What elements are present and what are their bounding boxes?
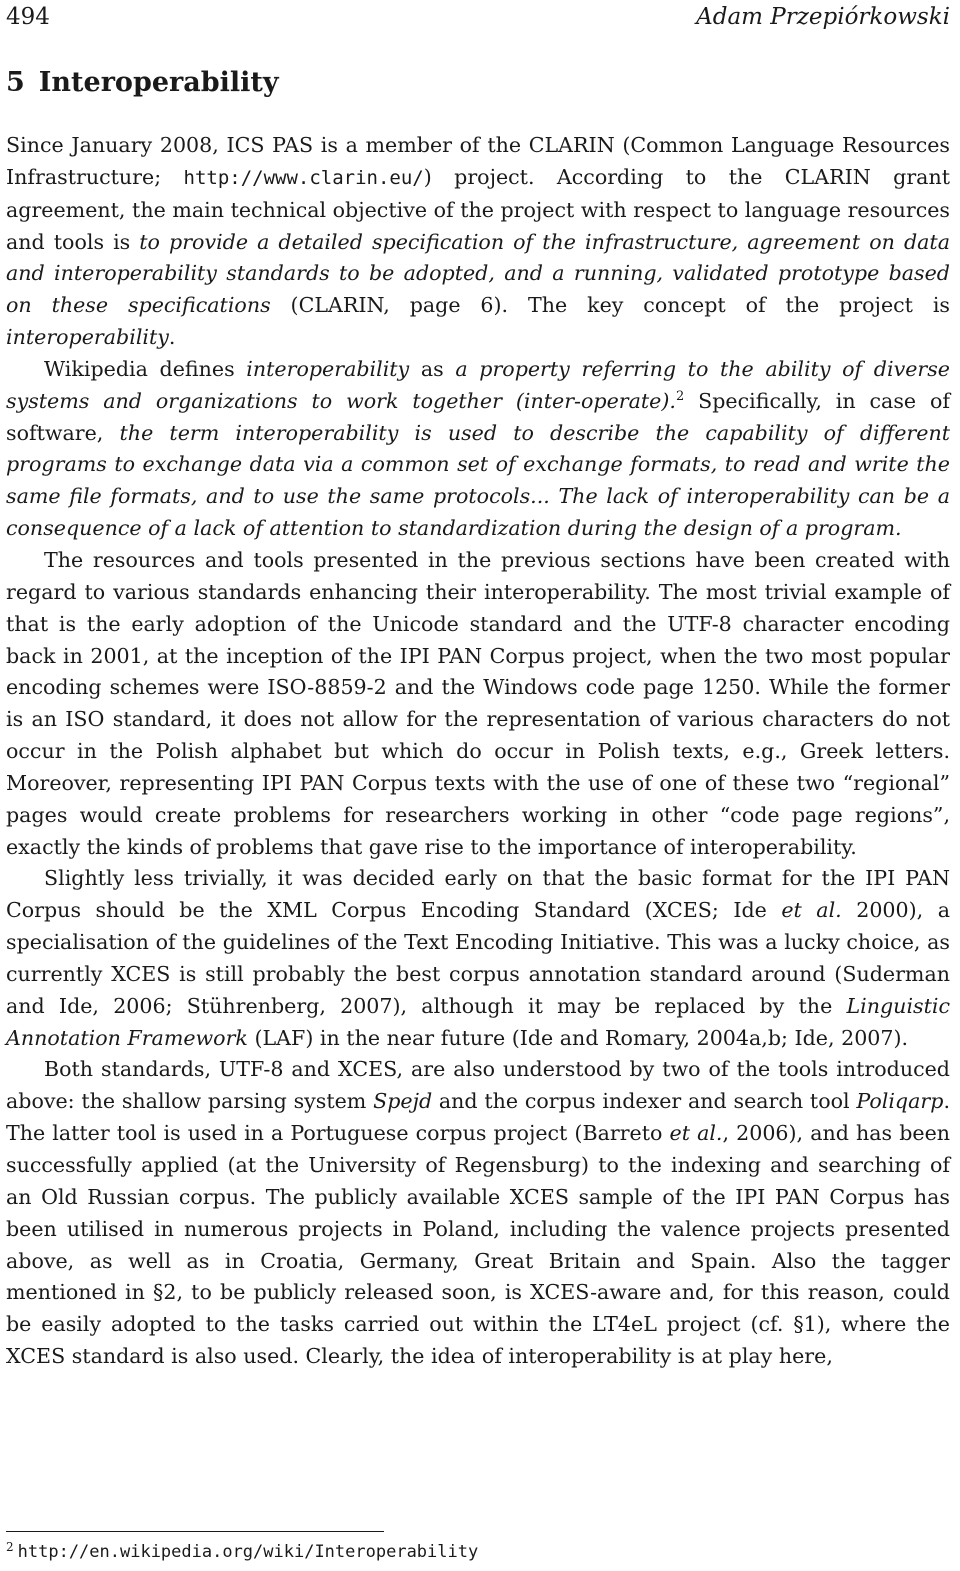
text-run: . The latter tool is used in a Portuguese corpus project (Barreto [6, 1089, 950, 1146]
footnote-mark: 2 [675, 388, 685, 404]
page [6, 0, 950, 1373]
text-run: and the corpus indexer and search tool [432, 1089, 857, 1114]
clarin-quote: to provide a detailed specification of the infrastructure, agreement on data and interoperability standards to be adopted, and a running, validated prototype based on these specifications [6, 229, 950, 318]
section-number: 5 [6, 67, 25, 98]
text-run: Both standards, UTF-8 and XCES, are also understood by two of the tools introduced above: the shallow parsing system [6, 1057, 950, 1114]
page-number: 494 [6, 4, 50, 30]
paragraph-5 [6, 1054, 950, 1372]
section-title: Interoperability [38, 67, 279, 98]
tool-spejd: Spejd [373, 1089, 433, 1114]
text-run: (LAF) in the near future (Ide and Romary, 2004a,b; Ide, 2007). [247, 1025, 909, 1050]
text-run: Wikipedia defines [44, 356, 247, 381]
et-al: et al. [781, 898, 842, 923]
footnote [6, 1540, 478, 1564]
et-al: et al. [669, 1121, 723, 1146]
section-heading [6, 66, 950, 100]
text-run: as [409, 356, 456, 381]
footnote-url: http://en.wikipedia.org/wiki/Interoperability [17, 1542, 479, 1562]
footnote-rule [6, 1531, 384, 1532]
text-run: ) project. According to the CLARIN grant agreement, the main technical objective of the project with respect to language resources and tools is [6, 164, 950, 254]
wikipedia-definition: a property referring to the ability of diverse systems and organizations to work together (inter-operate). [6, 356, 950, 413]
text-run: (CLARIN, page 6). The key concept of the project is [270, 293, 950, 318]
text-run: Slightly less trivially, it was decided early on that the basic format for the IPI PAN Corpus should be the XML Corpus Encoding Standard (XCES; Ide [6, 866, 950, 923]
tool-poliqarp: Poliqarp [856, 1089, 944, 1114]
running-author: Adam Przepiórkowski [696, 4, 950, 30]
text-run: Since January 2008, ICS PAS is a member of the CLARIN (Common Language Resources Infrastructure; [6, 133, 950, 189]
paragraph-3: The resources and tools presented in the previous sections have been created with regard to various standards enhancing their interoperability. The most trivial example of that is the early adoption of the Unicode standard and the UTF-8 character encoding back in 2001, at the inception of the IPI PAN Corpus project, when the two most popular encoding schemes were ISO-8859-2 and the Windows code page 1250. While the former is an ISO standard, it does not allow for the representation of various characters do not occur in the Polish alphabet but which do occur in Polish texts, e.g., Greek letters. Moreover, representing IPI PAN Corpus texts with the use of one of these two “regional” pages would create problems for researchers working in other “code page regions”, exactly the kinds of problems that gave rise to the importance of interoperability. [6, 547, 950, 859]
wikipedia-quote: the term interoperability is used to describe the capability of different programs to exchange data via a common set of exchange formats, to read and write the same file formats, and to use the same protocols... The lack of interoperability can be a consequence of a lack of attention to standardization during the design of a program. [6, 420, 950, 541]
text-run: , 2006), and has been successfully applied (at the University of Regensburg) to the indexing and searching of an Old Russian corpus. The publicly available XCES sample of the IPI PAN Corpus has been utilised in numerous projects in Poland, including the valence projects presented above, as well as in Croatia, Germany, Great Britain and Spain. Also the tagger mentioned in §2, to be publicly released soon, is XCES-aware and, for this reason, could be easily adopted to the tasks carried out within the LT4eL project (cf. §1), where the XCES standard is also used. Clearly, the idea of interoperability is at play here, [6, 1121, 951, 1369]
paragraph-1 [6, 130, 950, 354]
clarin-url: http://www.clarin.eu/ [183, 166, 424, 189]
text-run: Specifically, in case of software, [6, 388, 951, 445]
term-interoperability: interoperability [246, 356, 410, 381]
paragraph-4 [6, 863, 950, 1054]
term-interoperability: interoperability [6, 325, 169, 350]
text-run: 2000), a specialisation of the guidelines of the Text Encoding Initiative. This was a lucky choice, as currently XCES is still probably the best corpus annotation standard around (Suderman and Ide, 2006; Stührenberg, 2007), although it may be replaced by the [6, 898, 950, 1018]
text-run: . [168, 325, 176, 350]
footnote-number: 2 [6, 1539, 14, 1554]
paragraph-2 [6, 354, 950, 545]
laf-title: Linguistic Annotation Framework [6, 993, 950, 1050]
running-head [6, 0, 950, 34]
